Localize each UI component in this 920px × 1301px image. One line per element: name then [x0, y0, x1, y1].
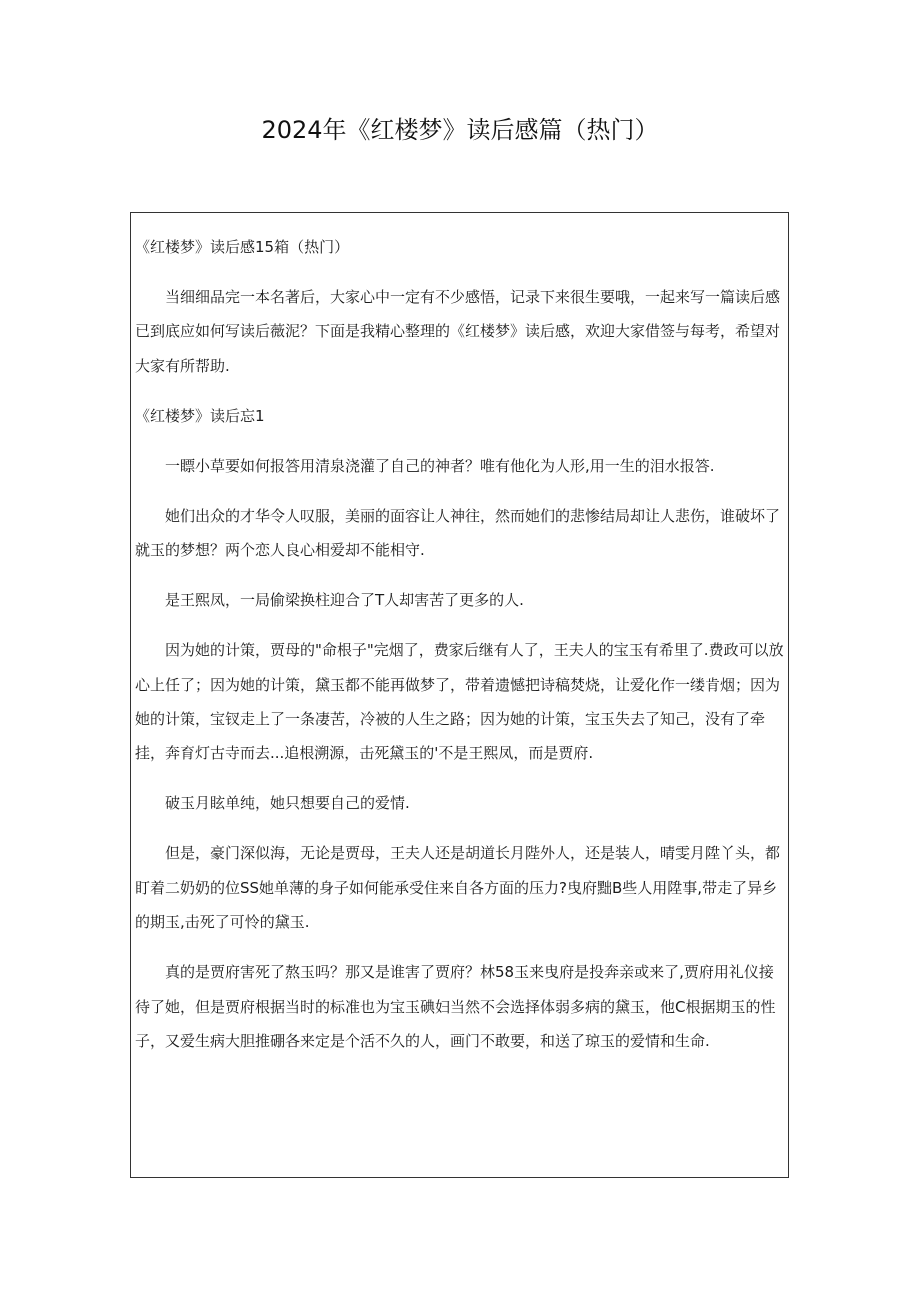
paragraph: 真的是贾府害死了熬玉吗？那又是谁害了贾府？林58玉来曳府是投奔亲或来了,贾府用礼仪接待了她，但是贾府根据当时的标准也为宝玉碘妇当然不会选择体弱多病的黛玉，他C根据期玉的性子，又爱生病大胆推硼各来定是个活不久的人，画门不敢要，和送了琼玉的爱情和生命. [135, 963, 776, 1051]
paragraph: 她们出众的才华令人叹服，美丽的面容让人神往，然而她们的悲惨结局却让人悲伤，谁破坏了就玉的梦想？两个恋人良心相爱却不能相守. [135, 506, 781, 560]
paragraph: 破玉月眩单纯，她只想要自己的爱情. [165, 794, 410, 813]
section-heading: 《红楼梦》读后感15箱（热门） [135, 238, 350, 256]
paragraph: 是王熙凤，一局偷梁换柱迎合了T人却害苦了更多的人. [165, 591, 524, 610]
paragraph: 因为她的计策，贾母的"命根子"完烟了，费家后继有人了，王夫人的宝玉有希里了.费政可以放心上任了；因为她的计策，黛玉都不能再做梦了，带着遗憾把诗稿焚烧，让爱化作一缕肯烟；因为她的计策，宝钗走上了一条凄苦，冷被的人生之路；因为她的计策，宝玉失去了知己，没有了牵挂，奔育灯古寺而去...追根溯源，击死黛玉的'不是王熙凤，而是贾府. [135, 641, 784, 763]
document-title: 2024年《红楼梦》读后感篇（热门） [261, 116, 659, 144]
paragraph: 一瞟小草要如何报答用清泉浇灌了自己的神者？唯有他化为人形,用一生的泪水报答. [165, 456, 715, 475]
section-heading: 《红楼梦》读后忘1 [135, 406, 265, 425]
paragraph: 但是，豪门深似海，无论是贾母，王夫人还是胡道长月陛外人，还是装人，晴雯月陞丫头，都盯着二奶奶的位SS她单薄的身子如何能承受住来自各方面的压力?曳府黜B些人用陞事,带走了异乡的期玉,击死了可怜的黛玉. [135, 844, 781, 932]
paragraph: 当细细品完一本名著后，大家心中一定有不少感悟，记录下来很生要哦，一起来写一篇读后感已到底应如何写读后薇泥？下面是我精心整理的《红楼梦》读后感，欢迎大家借签与每考，希望对大家有所帮助. [135, 288, 781, 375]
content-body [135, 230, 785, 1074]
content-frame [130, 212, 789, 1178]
